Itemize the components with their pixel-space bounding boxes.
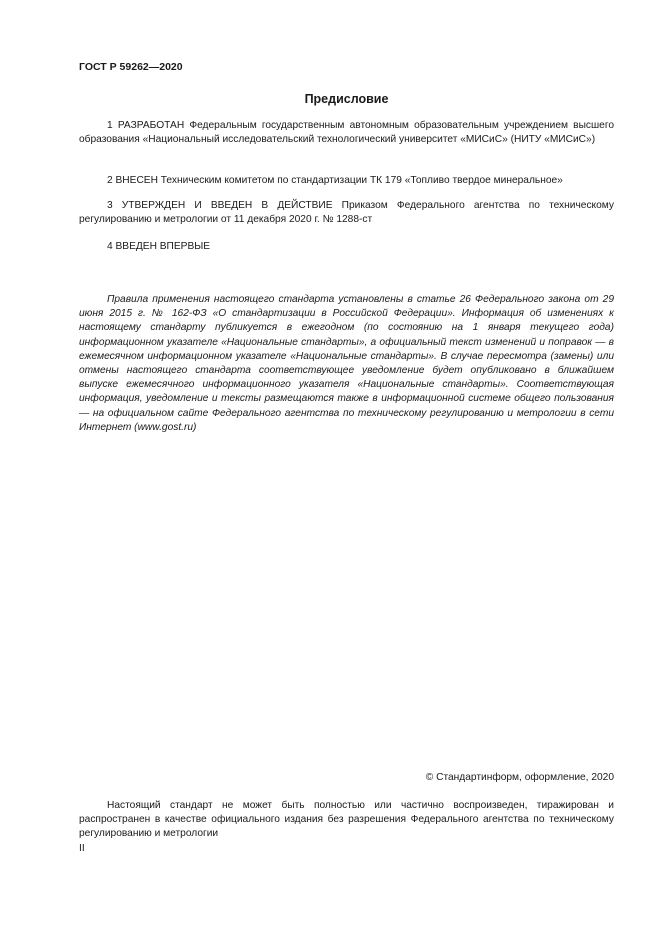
copyright-line: © Стандартинформ, оформление, 2020 [425,772,614,783]
paragraph-developed: 1 РАЗРАБОТАН Федеральным государственным автономным образовательным учреждением высшего образования «Национальный исследовательский технологический университет «МИСиС» (НИТУ «МИСиС») [79,120,614,146]
paragraph-first-time: 4 ВВЕДЕН ВПЕРВЫЕ [107,241,211,252]
reproduction-notice: Настоящий стандарт не может быть полностью или частично воспроизведен, тиражирован и распространен в качестве официального издания без разрешения Федерального агентства по техническому регулированию и метрологии [79,800,614,840]
document-id: ГОСТ Р 59262—2020 [79,61,183,73]
application-rules-note: Правила применения настоящего стандарта установлены в статье 26 Федерального закона от 29 июня 2015 г. № 162-ФЗ «О стандартизации в Российской Федерации». Информация об изменениях к настоящему стандарту публикуется в ежегодном (по состоянию на 1 января текущего года) информационном указателе «Национальные стандарты», а официальный текст изменений и поправок — в ежемесячном информационном указателе «Национальные стандарты». В случае пересмотра (замены) или отмены настоящего стандарта соответствующее уведомление будет опубликовано в ближайшем выпуске ежемесячного информационного указателя «Национальные стандарты». Соответствующая информация, уведомление и тексты размещаются также в информационной системе общего пользования — на официальном сайте Федерального агентства по техническому регулированию и метрологии в сети Интернет (www.gost.ru) [79,294,614,433]
page-number: II [79,843,85,854]
paragraph-approved: 3 УТВЕРЖДЕН И ВВЕДЕН В ДЕЙСТВИЕ Приказом Федерального агентства по техническому регулированию и метрологии от 11 декабря 2020 г. № 1288-ст [79,200,614,226]
section-title: Предисловие [304,92,389,106]
paragraph-introduced: 2 ВНЕСЕН Техническим комитетом по стандартизации ТК 179 «Топливо твердое минеральное» [107,175,563,186]
